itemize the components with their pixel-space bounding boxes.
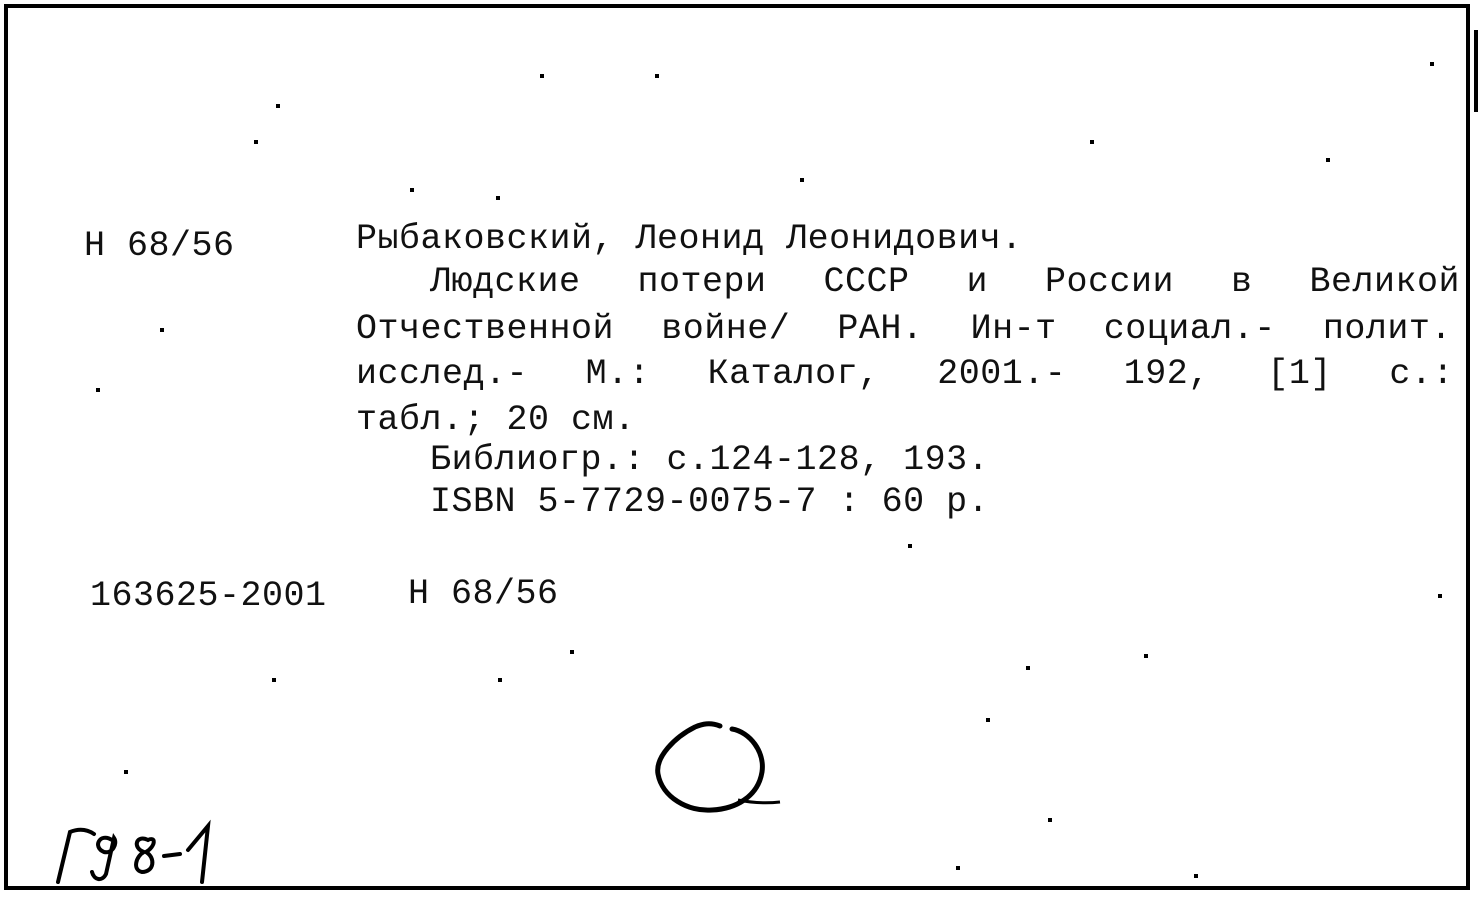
scan-speck xyxy=(1438,594,1442,598)
scan-speck xyxy=(1026,666,1030,670)
accession-number: 163625-2001 xyxy=(90,576,327,616)
handwritten-shelfmark xyxy=(40,812,240,892)
scan-speck xyxy=(956,866,960,870)
title-line-2 xyxy=(356,309,1452,349)
scan-speck xyxy=(272,678,276,682)
title-word: и xyxy=(966,262,988,302)
call-number: Н 68/56 xyxy=(84,226,235,266)
title-word: [1] xyxy=(1267,354,1332,394)
accession-call-number: Н 68/56 xyxy=(408,574,559,614)
scan-speck xyxy=(498,678,502,682)
title-word: Отчественной xyxy=(356,309,615,349)
scan-speck xyxy=(1326,158,1330,162)
scan-speck xyxy=(986,718,990,722)
title-word: войне/ xyxy=(661,309,791,349)
isbn-line: ISBN 5-7729-0075-7 : 60 р. xyxy=(430,482,990,522)
bibliography-note: Библиогр.: с.124-128, 193. xyxy=(430,440,990,480)
title-word: М.: xyxy=(585,354,651,394)
title-word: исслед.- xyxy=(356,354,529,394)
scan-speck xyxy=(276,104,280,108)
scan-speck xyxy=(540,74,544,78)
scan-speck xyxy=(124,770,128,774)
title-word: в xyxy=(1230,262,1253,302)
title-word: социал.- xyxy=(1103,309,1276,349)
scan-speck xyxy=(254,140,258,144)
scan-speck xyxy=(1144,654,1148,658)
title-word: Людские xyxy=(430,262,581,302)
scan-speck xyxy=(570,650,574,654)
title-word: 192, xyxy=(1123,354,1210,394)
scan-speck xyxy=(160,328,164,332)
title-word: 2001.- xyxy=(937,354,1067,394)
title-word: СССР xyxy=(823,262,910,302)
physical-description: табл.; 20 см. xyxy=(356,400,636,440)
title-word: России xyxy=(1044,262,1174,302)
title-word: РАН. xyxy=(837,309,924,349)
title-word: Великой xyxy=(1309,262,1460,302)
scan-speck xyxy=(908,544,912,548)
title-word: с.: xyxy=(1389,354,1454,394)
title-word: полит. xyxy=(1322,309,1452,349)
scan-speck xyxy=(96,388,100,392)
scan-speck xyxy=(800,178,804,182)
scan-speck xyxy=(655,74,659,78)
title-word: Каталог, xyxy=(707,354,880,394)
scan-speck xyxy=(410,188,414,192)
title-word: Ин-т xyxy=(970,309,1057,349)
card-notch xyxy=(1474,30,1481,112)
scan-speck xyxy=(1090,140,1094,144)
author-heading: Рыбаковский, Леонид Леонидович. xyxy=(356,219,1023,259)
scan-speck xyxy=(1194,874,1198,878)
title-line-1 xyxy=(430,262,1460,302)
scan-speck xyxy=(1430,62,1434,66)
scan-speck xyxy=(1048,818,1052,822)
scan-speck xyxy=(496,196,500,200)
circle-stamp xyxy=(640,712,790,822)
title-line-3 xyxy=(356,354,1454,394)
title-word: потери xyxy=(637,262,767,302)
